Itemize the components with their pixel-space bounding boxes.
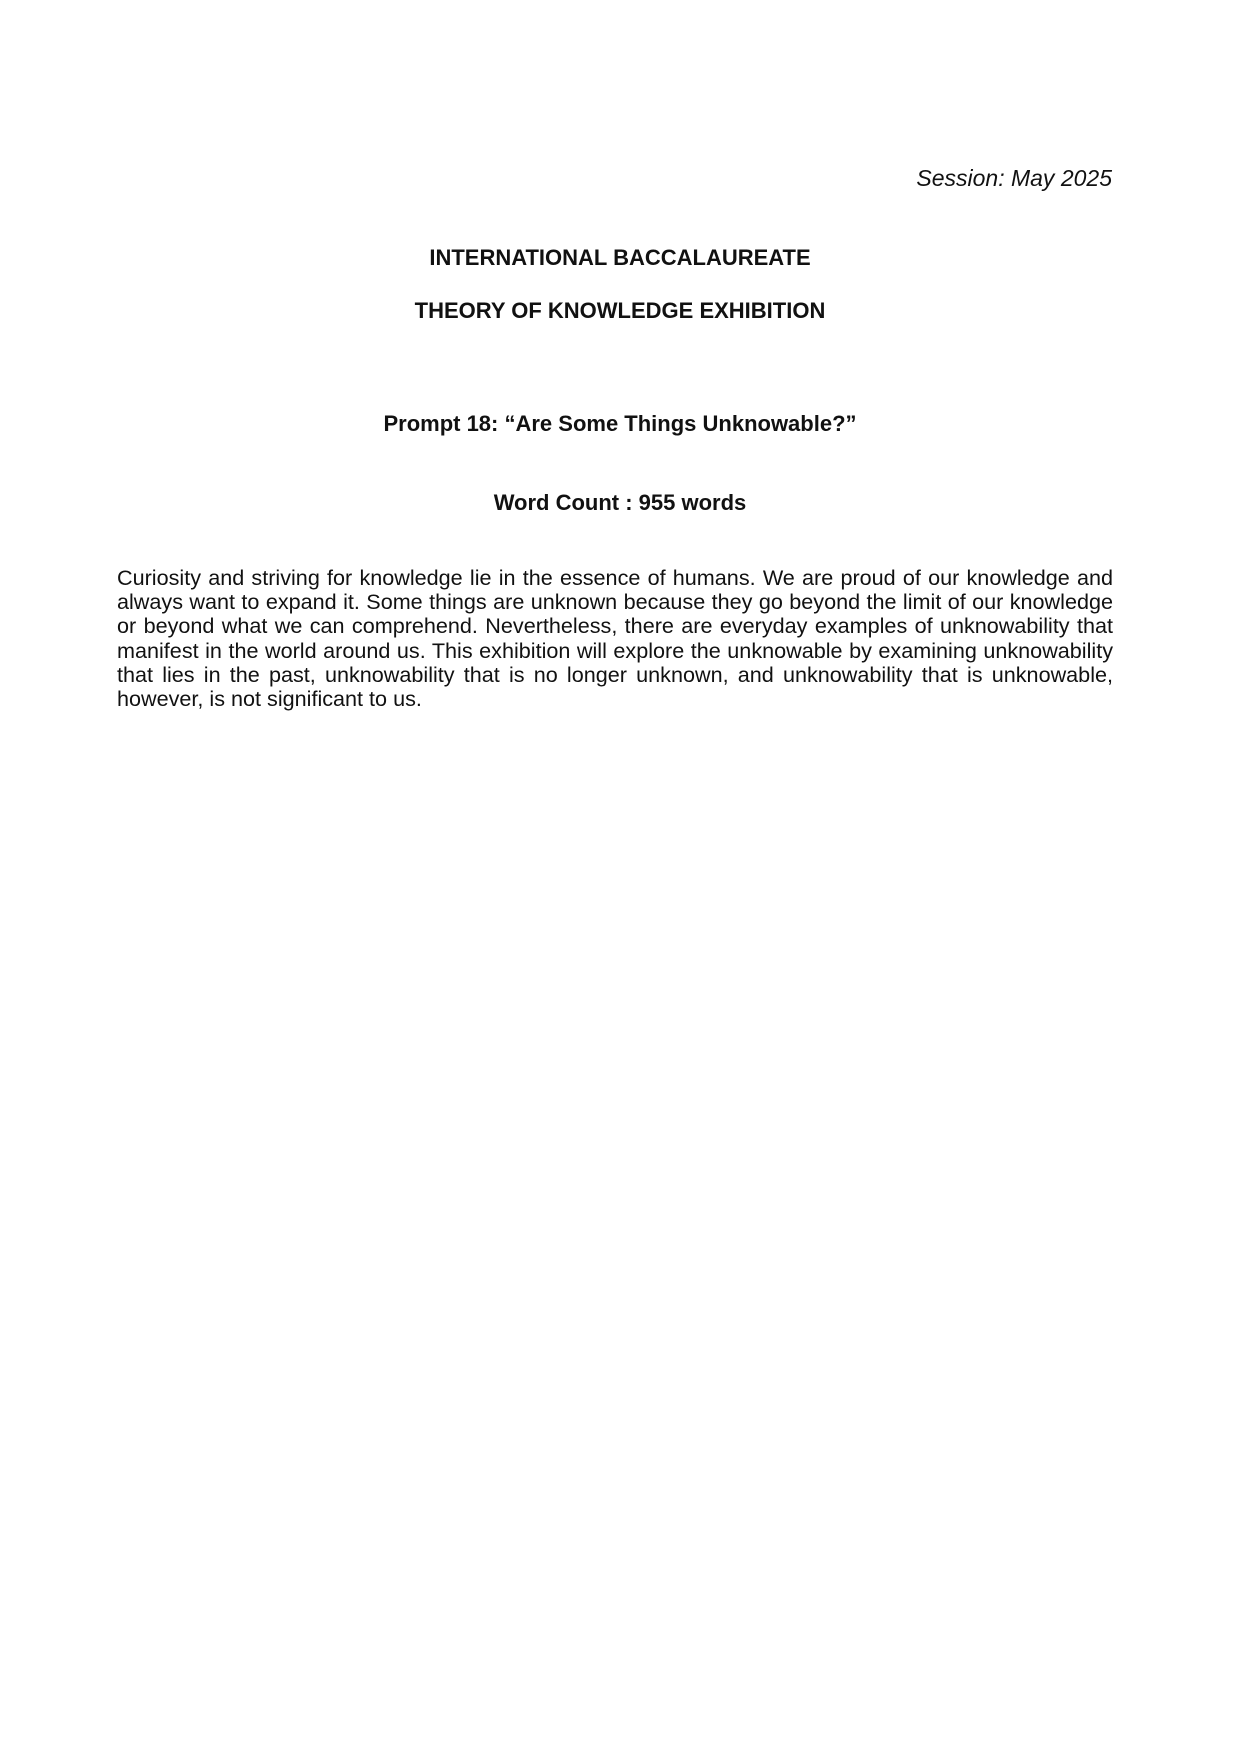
document-title: THEORY OF KNOWLEDGE EXHIBITION (414, 298, 826, 323)
word-count: Word Count : 955 words (493, 490, 747, 515)
introduction-paragraph: Curiosity and striving for knowledge lie in the essence of humans. We are proud of our knowledge and always want to expand it. Some things are unknown because they go beyond the limit of our knowledge or beyond what we can comprehend. Nevertheless, there are everyday examples of unknowability that manifest in the world around us. This exhibition will explore the unknowable by examining unknowability that lies in the past, unknowability that is no longer unknown, and unknowability that is unknowable, however, is not significant to us. (117, 565, 1113, 712)
prompt-heading: Prompt 18: “Are Some Things Unknowable?” (383, 411, 857, 436)
organization-heading: INTERNATIONAL BACCALAUREATE (429, 245, 811, 270)
session-label: Session: May 2025 (916, 165, 1112, 191)
